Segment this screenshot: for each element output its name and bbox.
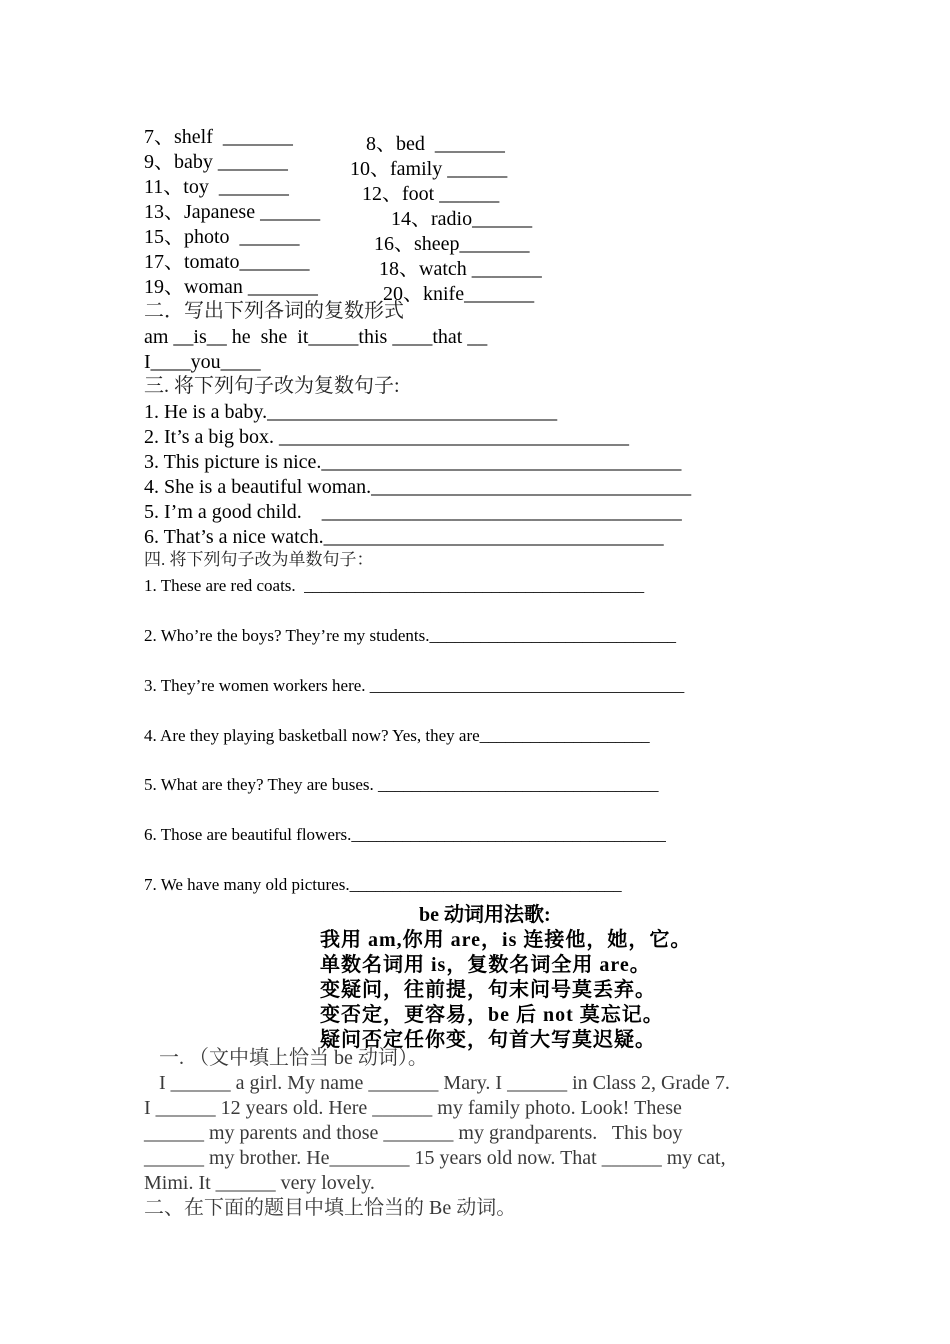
word-item: 10、family ______ bbox=[350, 158, 508, 180]
paragraph-line: I ______ 12 years old. Here ______ my family photo. Look! These bbox=[144, 1097, 682, 1119]
exercise-heading: 一. （文中填上恰当 be 动词）。 bbox=[144, 1047, 428, 1069]
exercise-item: 4. Are they playing basketball now? Yes, they are____________________ bbox=[144, 726, 650, 745]
song-line: 单数名词用 is，复数名词全用 are。 bbox=[320, 954, 651, 976]
paragraph-line: ______ my parents and those _______ my grandparents. This boy bbox=[144, 1122, 683, 1144]
word-item: 7、shelf _______ bbox=[144, 126, 293, 148]
exercise-item: 6. That’s a nice watch.__________________________________ bbox=[144, 526, 664, 548]
song-line: 疑问否定任你变，句首大写莫迟疑。 bbox=[320, 1029, 656, 1051]
word-item: 14、radio______ bbox=[391, 208, 533, 230]
exercise-item: 3. This picture is nice.____________________________________ bbox=[144, 451, 682, 473]
section-heading: 三. 将下列句子改为复数句子: bbox=[144, 375, 400, 397]
exercise-item: 3. They’re women workers here. _____________________________________ bbox=[144, 676, 685, 695]
song-line: 变疑问，往前提，句末问号莫丢弃。 bbox=[320, 979, 656, 1001]
fill-line: I____you____ bbox=[144, 351, 261, 373]
paragraph-line: Mimi. It ______ very lovely. bbox=[144, 1172, 375, 1194]
exercise-item: 6. Those are beautiful flowers._____________________________________ bbox=[144, 825, 666, 844]
exercise-item: 5. I’m a good child. ____________________________________ bbox=[144, 501, 682, 523]
paragraph-line: ______ my brother. He________ 15 years old now. That ______ my cat, bbox=[144, 1147, 726, 1169]
word-item: 18、watch _______ bbox=[379, 258, 542, 280]
word-item: 20、knife_______ bbox=[383, 283, 535, 305]
word-item: 13、Japanese ______ bbox=[144, 201, 321, 223]
exercise-item: 2. Who’re the boys? They’re my students._____________________________ bbox=[144, 626, 676, 645]
word-item: 17、tomato_______ bbox=[144, 251, 310, 273]
song-title: be 动词用法歌: bbox=[419, 904, 551, 926]
exercise-item: 1. He is a baby._____________________________ bbox=[144, 401, 558, 423]
exercise-item: 5. What are they? They are buses. _________________________________ bbox=[144, 775, 659, 794]
word-item: 16、sheep_______ bbox=[374, 233, 530, 255]
exercise-item: 4. She is a beautiful woman.________________________________ bbox=[144, 476, 692, 498]
paragraph-line: I ______ a girl. My name _______ Mary. I ______ in Class 2, Grade 7. bbox=[144, 1072, 730, 1094]
word-item: 9、baby _______ bbox=[144, 151, 288, 173]
section-heading: 四. 将下列句子改为单数句子： bbox=[144, 550, 374, 569]
word-item: 12、foot ______ bbox=[362, 183, 500, 205]
word-item: 11、toy _______ bbox=[144, 176, 289, 198]
word-item: 8、bed _______ bbox=[366, 133, 505, 155]
word-item: 19、woman _______ bbox=[144, 276, 318, 298]
exercise-item: 7. We have many old pictures.________________________________ bbox=[144, 875, 622, 894]
fill-line: am __is__ he she it_____this ____that __ bbox=[144, 326, 488, 348]
song-line: 变否定，更容易，be 后 not 莫忘记。 bbox=[320, 1004, 664, 1026]
exercise-item: 2. It’s a big box. ___________________________________ bbox=[144, 426, 629, 448]
song-line: 我用 am,你用 are，is 连接他，她，它。 bbox=[320, 929, 692, 951]
exercise-item: 1. These are red coats. ________________________________________ bbox=[144, 576, 645, 595]
section-heading: 二．写出下列各词的复数形式 bbox=[144, 300, 404, 322]
word-item: 15、photo ______ bbox=[144, 226, 300, 248]
section-heading: 二、在下面的题目中填上恰当的 Be 动词。 bbox=[144, 1197, 517, 1219]
